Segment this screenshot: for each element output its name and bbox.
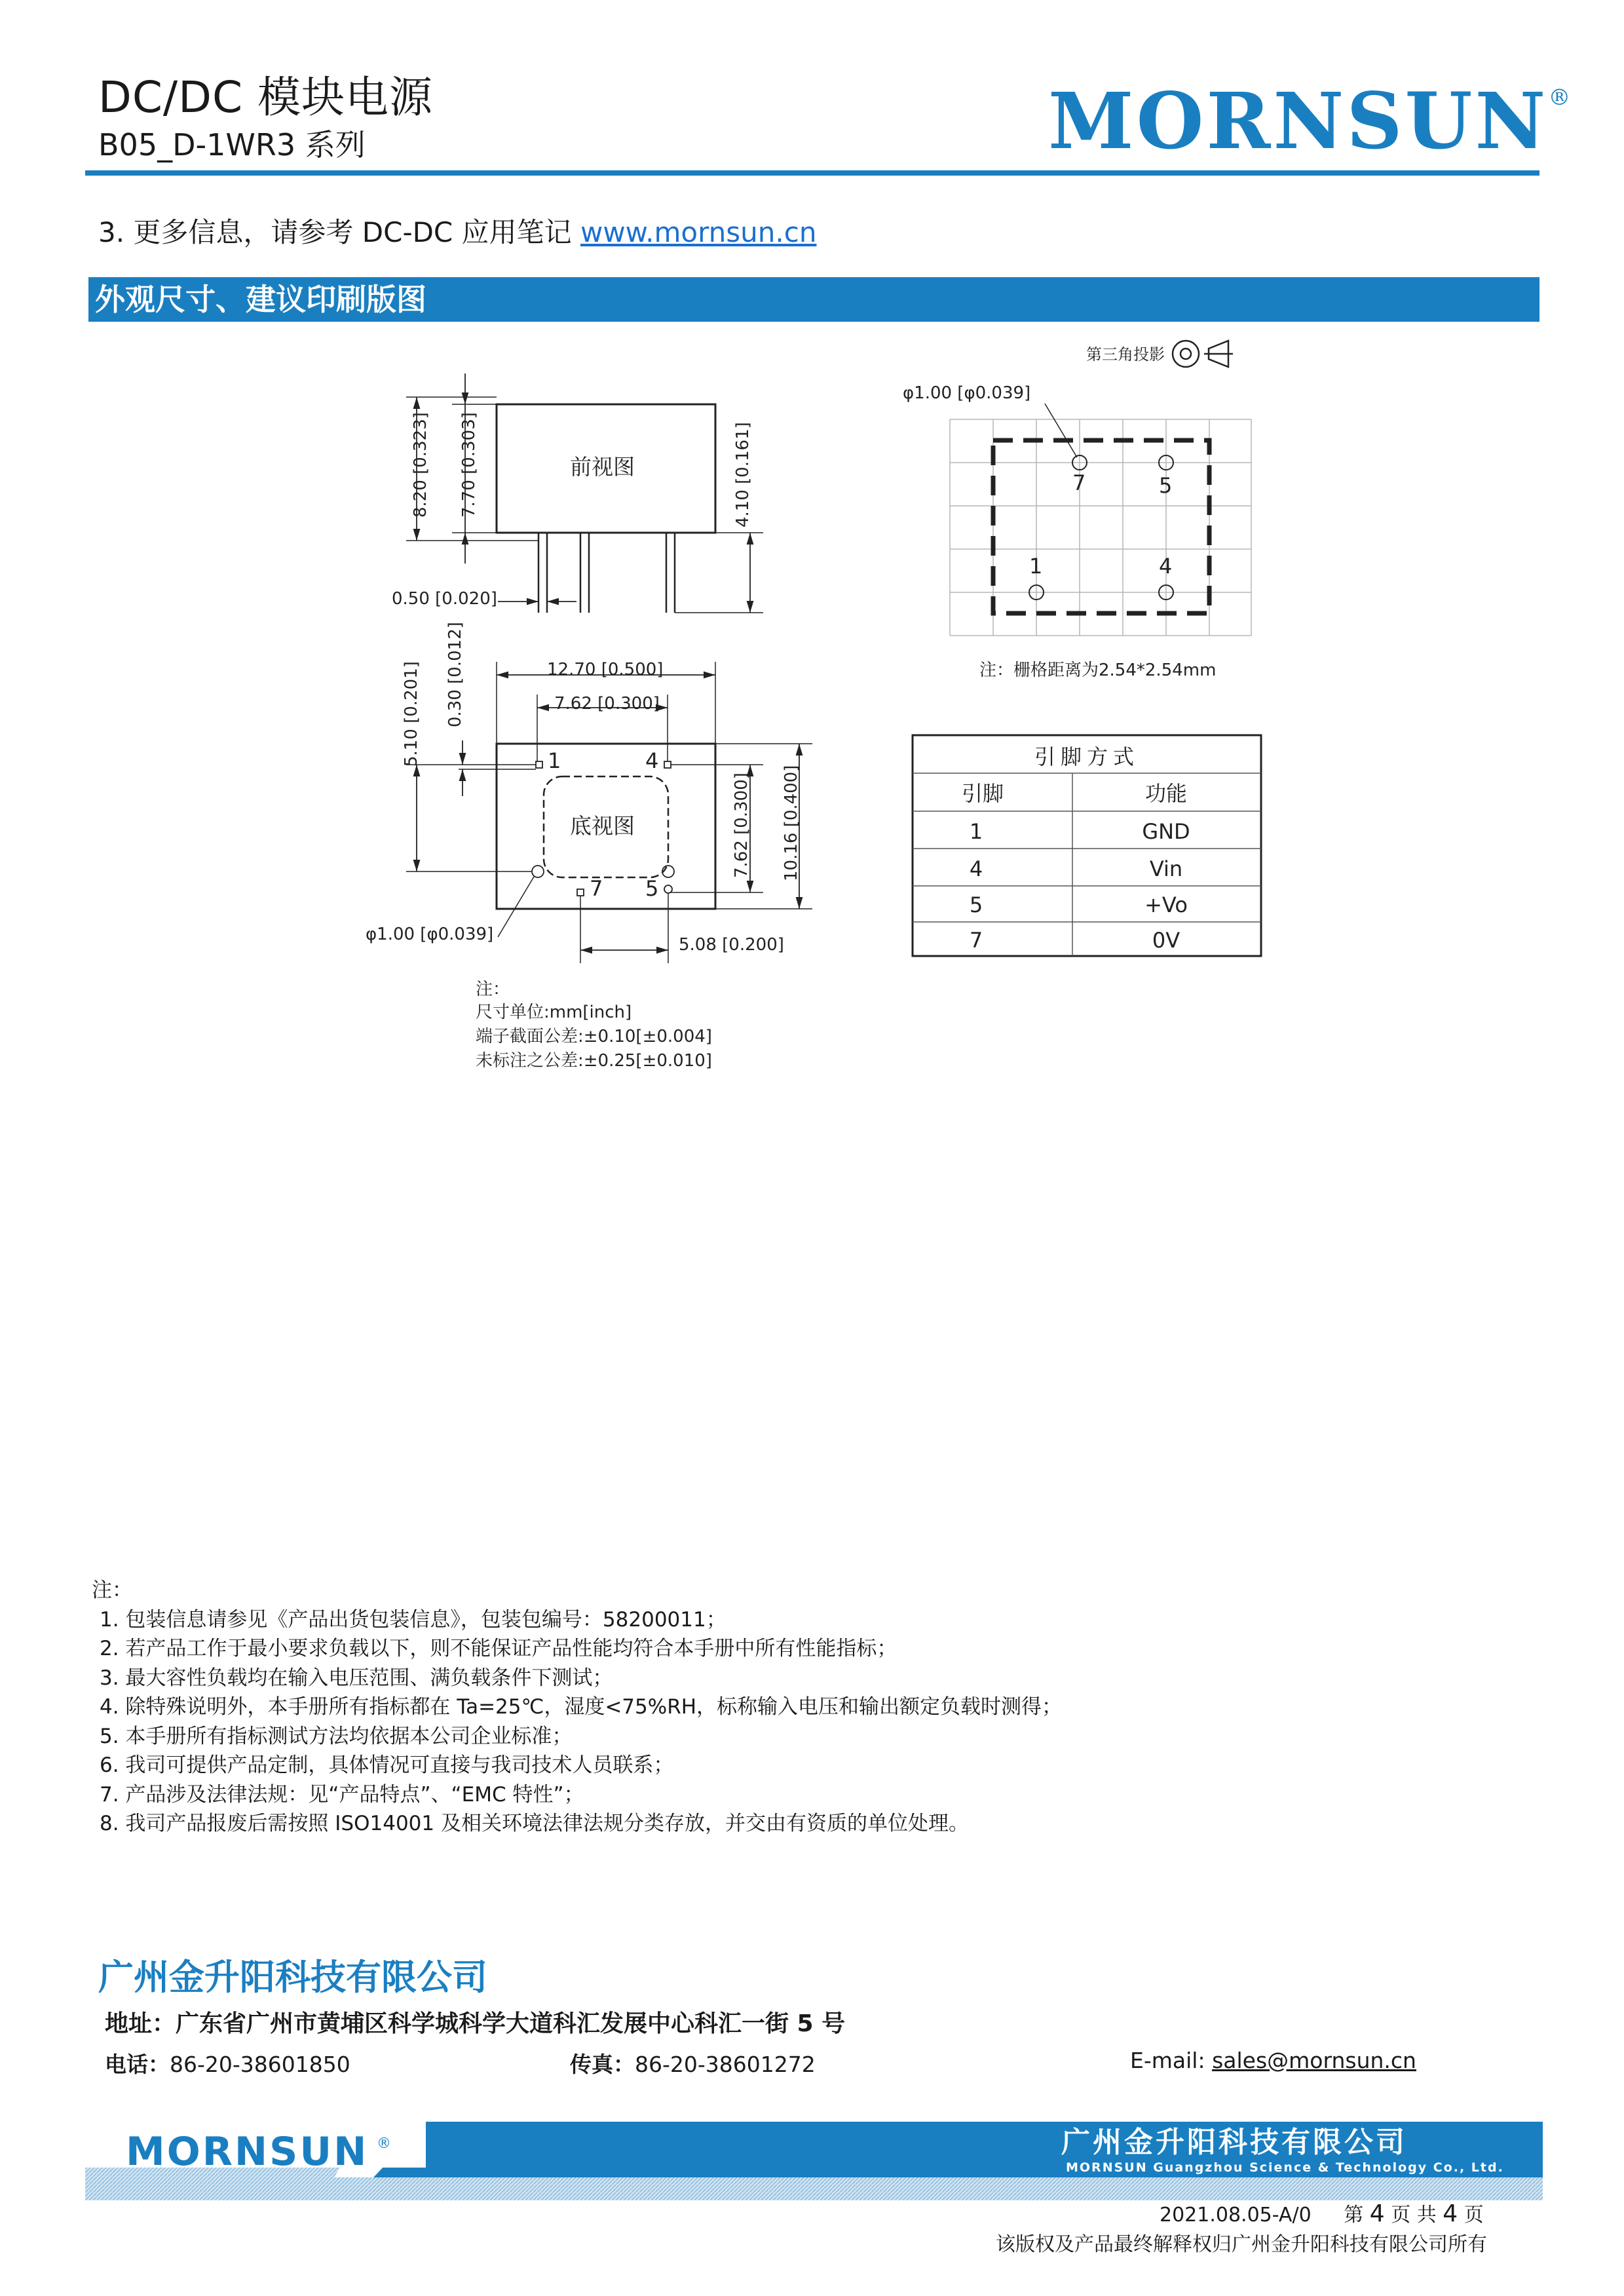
phone-value: 86-20-38601850 [170,2052,350,2077]
phone-label: 电话： [105,2052,170,2077]
dim-hole: φ1.00 [φ0.039] [366,925,494,944]
footer-copyright: 该版权及产品最终解释权归广州金升阳科技有限公司所有 [996,2233,1487,2256]
logo-text: MORNSUN [1048,75,1549,166]
bottom-view-label: 底视图 [570,813,635,839]
dim-row-span: 7.62 [0.300] [732,773,751,878]
note-item: 3. 最大容性负载均在输入电压范围、满负载条件下测试； [100,1666,613,1690]
footer-registered-mark: ® [377,2135,391,2152]
doc-version: 2021.08.05-A/0 [1160,2204,1312,2227]
page-mid: 页 共 [1391,2204,1437,2227]
page-number: 4 [1369,2200,1385,2227]
pin-5-label: 5 [645,876,659,901]
pin-4-label: 4 [645,748,659,773]
note-item: 7. 产品涉及法律法规：见“产品特点”、“EMC 特性”； [100,1782,584,1807]
drawing-note-line: 未标注之公差:±0.25[±0.010] [476,1051,712,1071]
note-item: 4. 除特殊说明外，本手册所有指标都在 Ta=25℃，湿度<75%RH，标称输入电压和输出额定负载时测得； [100,1695,1063,1719]
dim-pin-gap: 0.30 [0.012] [445,622,465,727]
pin-table-cell: 5 [969,892,983,917]
pcb-pin-5: 5 [1159,473,1173,498]
pin-table [913,735,1261,956]
pin-table-cell: 1 [969,819,983,844]
dim-width: 12.70 [0.500] [547,660,664,679]
note-item: 8. 我司产品报废后需按照 ISO14001 及相关环境法律法规分类存放，并交由有资质的单位处理。 [100,1812,969,1835]
pcb-pin-4: 4 [1159,554,1173,579]
drawing-note-title: 注： [476,980,510,999]
pin-table-cell: 7 [969,928,983,953]
page-prefix: 第 [1344,2204,1364,2227]
dim-body-height: 7.70 [0.303] [459,412,479,518]
drawing-note-line: 尺寸单位:mm[inch] [476,1003,632,1022]
more-info-text: 3. 更多信息，请参考 DC-DC 应用笔记 [98,216,580,248]
pin-7-pad [577,889,584,896]
pcb-outline [993,440,1209,613]
company-name: 广州金升阳科技有限公司 [98,1957,487,1998]
page-total: 4 [1443,2200,1458,2227]
page-title: DC/DC 模块电源 [98,72,434,123]
pin-7-label: 7 [590,876,603,901]
drawing-note-line: 端子截面公差:±0.10[±0.004] [476,1027,712,1046]
pin-table-cell: +Vo [1144,892,1188,917]
pin-table-cell: 0V [1152,928,1180,953]
footer-banner [85,2122,1543,2200]
fax-value: 86-20-38601272 [635,2052,816,2077]
footer-en-name: MORNSUN Guangzhou Science & Technology Co., Ltd. [1066,2160,1504,2175]
footer-version-page [1160,2198,1484,2227]
company-fax [570,2048,816,2078]
notes [92,1576,1062,1839]
fax-label: 传真： [570,2052,635,2077]
dim-pin-span: 7.62 [0.300] [554,694,660,714]
pin-table-cell: GND [1142,819,1190,844]
section-title: 外观尺寸、建议印刷版图 [88,277,1539,322]
note-item: 1. 包装信息请参见《产品出货包装信息》，包装包编号：58200011； [100,1607,727,1632]
dim-depth: 10.16 [0.400] [782,765,801,881]
footer-cn-name: 广州金升阳科技有限公司 [1061,2126,1407,2159]
company-address: 地址：广东省广州市黄埔区科学城科学大道科汇发展中心科汇一街 5 号 [105,2010,846,2037]
pin-table-title: 引脚方式 [1034,744,1140,769]
footer-logo: MORNSUN [126,2129,369,2175]
company-phone [105,2048,350,2078]
dim-pin-length: 4.10 [0.161] [733,422,753,527]
dim-pitch: 5.08 [0.200] [679,935,784,955]
pin-1-pad [536,761,542,768]
projection-label: 第三角投影 [1086,345,1165,364]
note-item: 2. 若产品工作于最小要求负载以下，则不能保证产品性能均符合本手册中所有性能指标； [100,1637,897,1660]
pcb-pin-1: 1 [1029,554,1043,579]
grid-note: 注：栅格距离为2.54*2.54mm [979,660,1217,680]
pcb-hole-dim: φ1.00 [φ0.039] [903,383,1031,403]
page-suffix: 页 [1463,2204,1484,2227]
email-label: E-mail: [1130,2048,1213,2073]
pin-table-header: 引脚 [961,781,1004,806]
dim-pin-width: 0.50 [0.020] [392,589,497,609]
notes-title: 注： [92,1578,132,1602]
dimension-drawing [0,0,1624,1114]
pin-table-cell: Vin [1149,856,1183,881]
pin-table-header: 功能 [1144,781,1188,806]
company-email [1130,2048,1416,2073]
pin-table-cell: 4 [969,856,983,881]
pin-1-label: 1 [548,748,561,773]
note-item: 6. 我司可提供产品定制，具体情况可直接与我司技术人员联系； [100,1753,674,1777]
registered-mark: ® [1548,85,1574,111]
pcb-pin-7: 7 [1072,470,1086,495]
dim-total-height: 8.20 [0.323] [411,412,430,518]
front-view-label: 前视图 [570,454,635,480]
series-name: B05_D-1WR3 系列 [98,127,366,163]
website-link[interactable]: www.mornsun.cn [580,216,817,248]
dim-side-offset: 5.10 [0.201] [402,661,421,767]
note-item: 5. 本手册所有指标测试方法均依据本公司企业标准； [100,1724,573,1748]
pin-4-pad [664,761,671,768]
email-link[interactable]: sales@mornsun.cn [1212,2048,1416,2073]
projection-circle-icon [1173,341,1199,367]
